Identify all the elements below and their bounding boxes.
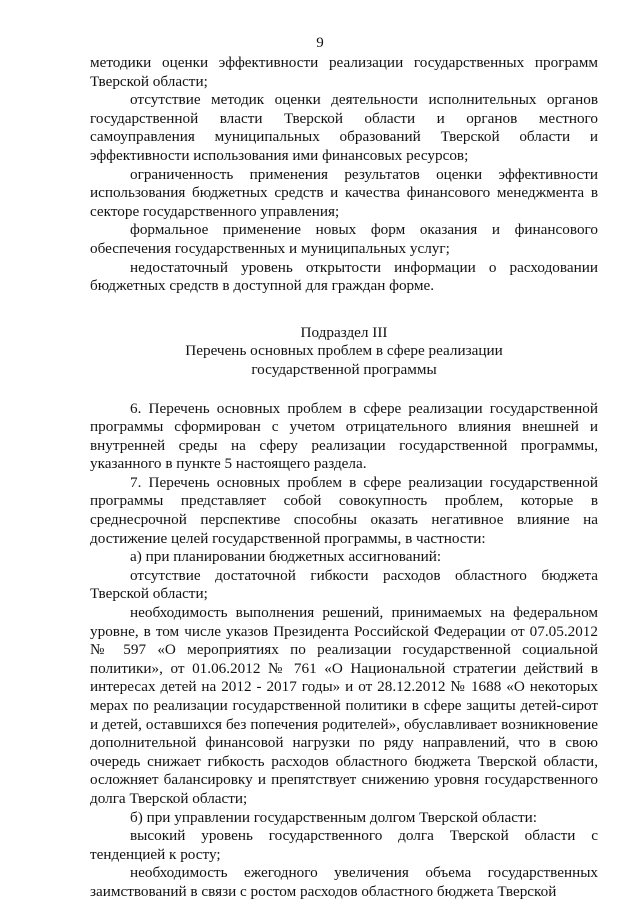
section-heading-label: Подраздел III xyxy=(300,323,388,341)
paragraph: б) при управлении государственным долгом Тверской области: xyxy=(130,808,537,826)
paragraph: отсутствие методик оценки деятельности исполнительных органов государственной власти Тверской области и органов местного самоуправления муниципальных образований Тверской области и эффективности использования ими финансовых ресурсов; xyxy=(90,91,598,164)
spacer xyxy=(90,380,598,400)
paragraph: необходимость ежегодного увеличения объема государственных заимствований в связи с ростом расходов областного бюджета Тверской xyxy=(90,864,598,900)
spacer xyxy=(90,296,598,324)
paragraph: необходимость выполнения решений, принимаемых на федеральном уровне, в том числе указов Президента Российской Федерации от 07.05.2012 № 597 «О мероприятиях по реализации государственной социальной политики», от 01.06.2012 № 761 «О Национальной стратегии действий в интересах детей на 2012 - 2017 годы» и от 28.12.2012 № 1688 «О некоторых мерах по реализации государственной политики в сфере защиты детей-сирот и детей, оставшихся без попечения родителей», обуславливает возникновение дополнительной финансовой нагрузки по ряду направлений, что в свою очередь снижает гибкость расходов областного бюджета Тверской области, осложняет балансировку и препятствует снижению уровня государственного долга Тверской области; xyxy=(90,604,598,807)
section-heading-title-cont: государственной программы xyxy=(251,360,437,378)
page-number: 9 xyxy=(316,35,324,51)
paragraph: формальное применение новых форм оказания и финансового обеспечения государственных и муниципальных услуг; xyxy=(90,221,598,257)
paragraph: высокий уровень государственного долга Тверской области с тенденцией к росту; xyxy=(90,827,598,863)
paragraph: методики оценки эффективности реализации государственных программ Тверской области; xyxy=(90,54,598,90)
paragraph: 6. Перечень основных проблем в сфере реализации государственной программы сформирован с учетом отрицательного влияния внешней и внутренней среды на сферу реализации государственной программы, указанного в пункте 5 настоящего раздела. xyxy=(90,399,598,473)
paragraph: ограниченность применения результатов оценки эффективности использования бюджетных средств и качества финансового менеджмента в секторе государственного управления; xyxy=(90,165,598,220)
paragraph: недостаточный уровень открытости информации о расходовании бюджетных средств в доступной для граждан форме. xyxy=(90,258,598,295)
document-body xyxy=(90,54,598,902)
paragraph: 7. Перечень основных проблем в сфере реализации государственной программы представляет собой совокупность проблем, которые в среднесрочной перспективе способны оказать негативное влияние на достижение целей государственной программы, в частности: xyxy=(90,473,598,547)
section-heading-title: Перечень основных проблем в сфере реализации xyxy=(185,342,503,360)
paragraph: отсутствие достаточной гибкости расходов областного бюджета Тверской области; xyxy=(90,566,598,603)
paragraph: а) при планировании бюджетных ассигнований: xyxy=(130,548,442,566)
